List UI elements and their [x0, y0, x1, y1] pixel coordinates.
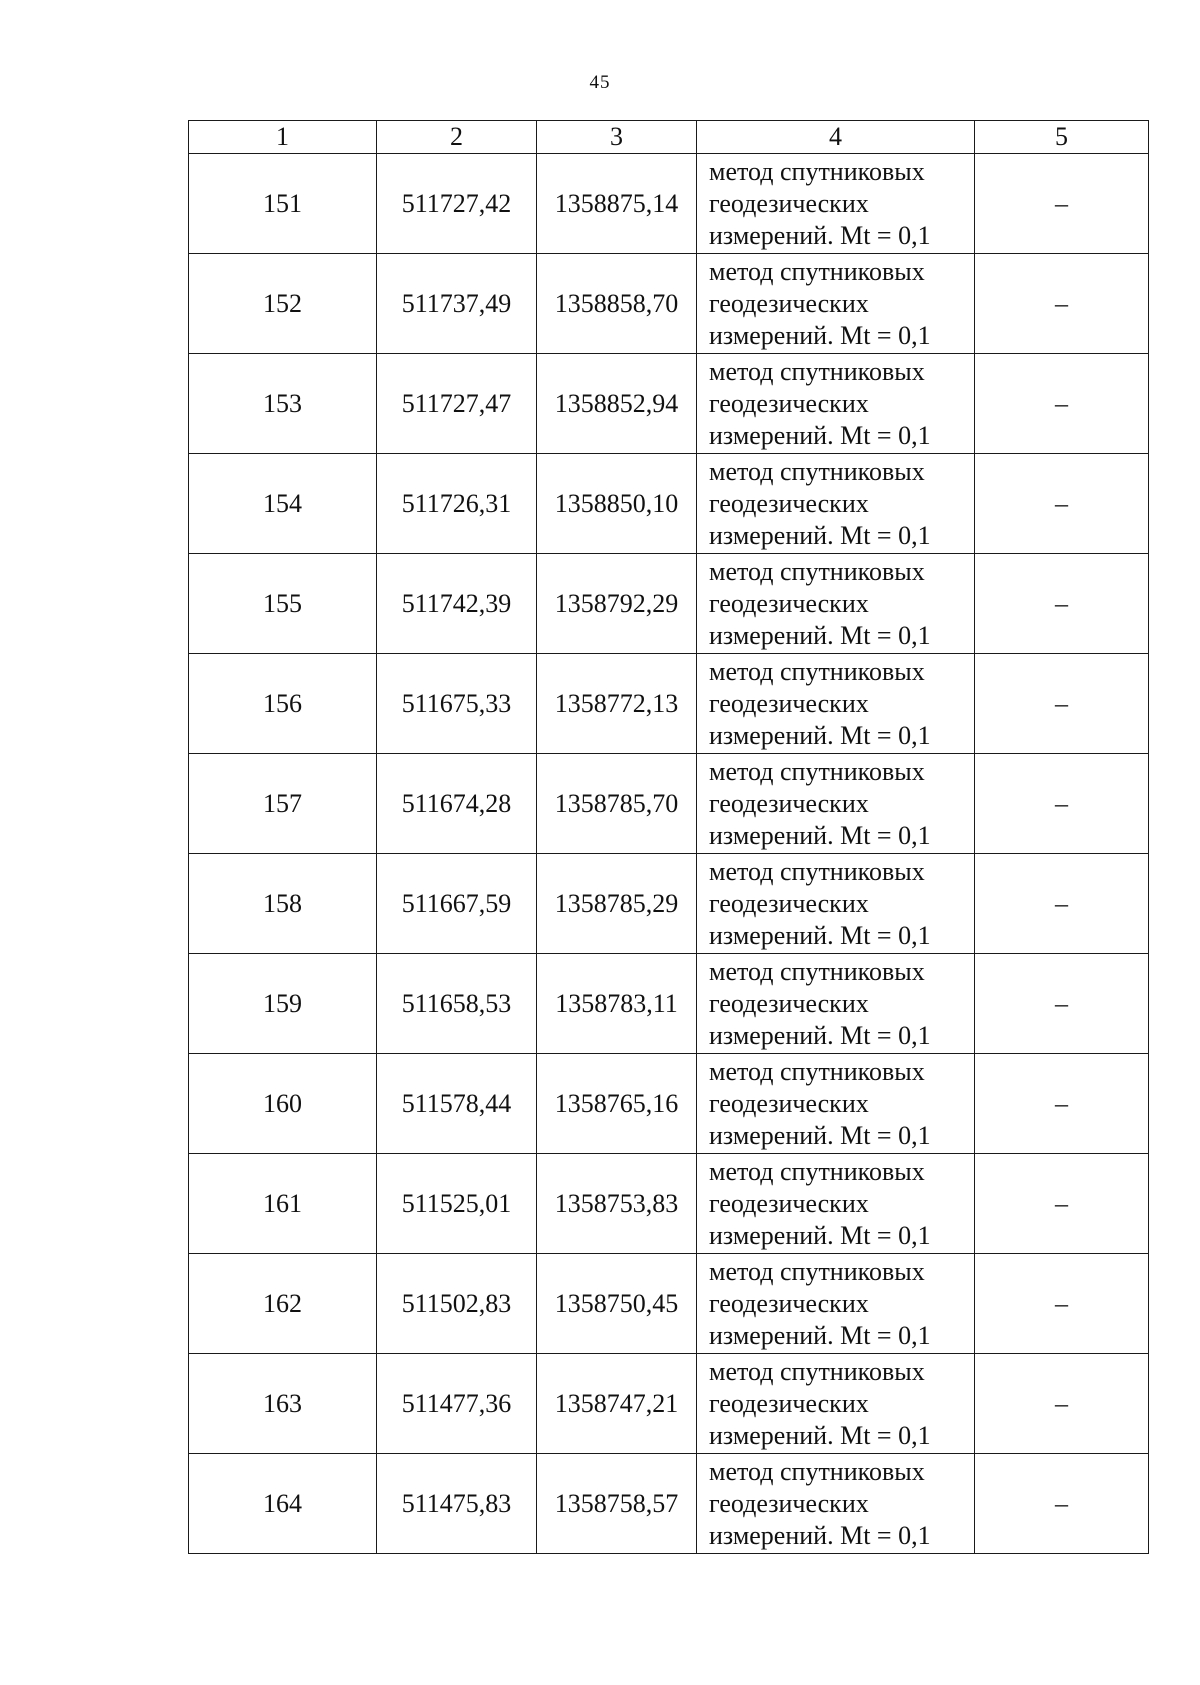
- point-number-cell: 160: [189, 1054, 377, 1154]
- table-row: [189, 154, 1149, 254]
- method-line: геодезических: [709, 188, 869, 218]
- point-number-cell: 155: [189, 554, 377, 654]
- method-cell: [697, 354, 975, 454]
- note-cell: –: [975, 1154, 1149, 1254]
- method-line: измерений. Mt = 0,1: [709, 1520, 931, 1550]
- point-number-cell: 152: [189, 254, 377, 354]
- method-line: измерений. Mt = 0,1: [709, 820, 931, 850]
- point-number-cell: 163: [189, 1354, 377, 1454]
- point-number-cell: 164: [189, 1454, 377, 1554]
- x-coordinate-cell: 511737,49: [377, 254, 537, 354]
- method-line: геодезических: [709, 588, 869, 618]
- method-line: метод спутниковых: [709, 556, 925, 586]
- note-cell: –: [975, 654, 1149, 754]
- method-line: измерений. Mt = 0,1: [709, 320, 931, 350]
- method-line: измерений. Mt = 0,1: [709, 920, 931, 950]
- method-line: геодезических: [709, 288, 869, 318]
- method-line: измерений. Mt = 0,1: [709, 1020, 931, 1050]
- note-cell: –: [975, 754, 1149, 854]
- point-number-cell: 154: [189, 454, 377, 554]
- y-coordinate-cell: 1358772,13: [537, 654, 697, 754]
- method-line: геодезических: [709, 988, 869, 1018]
- method-line: метод спутниковых: [709, 1456, 925, 1486]
- method-line: измерений. Mt = 0,1: [709, 520, 931, 550]
- method-cell: [697, 454, 975, 554]
- method-line: метод спутниковых: [709, 156, 925, 186]
- y-coordinate-cell: 1358858,70: [537, 254, 697, 354]
- point-number-cell: 161: [189, 1154, 377, 1254]
- coordinates-table: [188, 120, 1149, 1554]
- point-number-cell: 157: [189, 754, 377, 854]
- note-cell: –: [975, 454, 1149, 554]
- method-line: измерений. Mt = 0,1: [709, 1220, 931, 1250]
- method-line: метод спутниковых: [709, 1356, 925, 1386]
- note-cell: –: [975, 254, 1149, 354]
- y-coordinate-cell: 1358758,57: [537, 1454, 697, 1554]
- table-row: [189, 254, 1149, 354]
- method-line: измерений. Mt = 0,1: [709, 1420, 931, 1450]
- x-coordinate-cell: 511502,83: [377, 1254, 537, 1354]
- y-coordinate-cell: 1358747,21: [537, 1354, 697, 1454]
- method-line: геодезических: [709, 388, 869, 418]
- x-coordinate-cell: 511667,59: [377, 854, 537, 954]
- x-coordinate-cell: 511726,31: [377, 454, 537, 554]
- note-cell: –: [975, 554, 1149, 654]
- table-row: [189, 954, 1149, 1054]
- method-line: измерений. Mt = 0,1: [709, 620, 931, 650]
- note-cell: –: [975, 954, 1149, 1054]
- method-line: измерений. Mt = 0,1: [709, 420, 931, 450]
- column-header: 1: [189, 121, 377, 154]
- method-line: метод спутниковых: [709, 756, 925, 786]
- method-line: геодезических: [709, 1188, 869, 1218]
- column-header: 3: [537, 121, 697, 154]
- method-cell: [697, 854, 975, 954]
- method-cell: [697, 254, 975, 354]
- method-cell: [697, 1054, 975, 1154]
- page-number: 45: [589, 72, 611, 93]
- y-coordinate-cell: 1358850,10: [537, 454, 697, 554]
- y-coordinate-cell: 1358753,83: [537, 1154, 697, 1254]
- note-cell: –: [975, 154, 1149, 254]
- table-body: [189, 154, 1149, 1554]
- table-row: [189, 1254, 1149, 1354]
- table-row: [189, 854, 1149, 954]
- table-header: [189, 121, 1149, 154]
- method-line: метод спутниковых: [709, 956, 925, 986]
- method-cell: [697, 654, 975, 754]
- table-row: [189, 1054, 1149, 1154]
- note-cell: –: [975, 1354, 1149, 1454]
- x-coordinate-cell: 511477,36: [377, 1354, 537, 1454]
- table-row: [189, 654, 1149, 754]
- x-coordinate-cell: 511674,28: [377, 754, 537, 854]
- method-cell: [697, 1154, 975, 1254]
- method-cell: [697, 1254, 975, 1354]
- y-coordinate-cell: 1358792,29: [537, 554, 697, 654]
- note-cell: –: [975, 354, 1149, 454]
- x-coordinate-cell: 511742,39: [377, 554, 537, 654]
- note-cell: –: [975, 1454, 1149, 1554]
- method-cell: [697, 154, 975, 254]
- x-coordinate-cell: 511675,33: [377, 654, 537, 754]
- method-line: геодезических: [709, 788, 869, 818]
- point-number-cell: 159: [189, 954, 377, 1054]
- note-cell: –: [975, 854, 1149, 954]
- point-number-cell: 158: [189, 854, 377, 954]
- column-header: 4: [697, 121, 975, 154]
- method-line: геодезических: [709, 1288, 869, 1318]
- method-cell: [697, 1354, 975, 1454]
- y-coordinate-cell: 1358785,70: [537, 754, 697, 854]
- x-coordinate-cell: 511658,53: [377, 954, 537, 1054]
- table-row: [189, 454, 1149, 554]
- table-row: [189, 754, 1149, 854]
- method-line: геодезических: [709, 1088, 869, 1118]
- y-coordinate-cell: 1358785,29: [537, 854, 697, 954]
- header-row: [189, 121, 1149, 154]
- coordinates-table-container: [188, 120, 1148, 1554]
- y-coordinate-cell: 1358852,94: [537, 354, 697, 454]
- method-cell: [697, 554, 975, 654]
- method-line: измерений. Mt = 0,1: [709, 220, 931, 250]
- y-coordinate-cell: 1358765,16: [537, 1054, 697, 1154]
- method-line: метод спутниковых: [709, 856, 925, 886]
- y-coordinate-cell: 1358783,11: [537, 954, 697, 1054]
- method-cell: [697, 754, 975, 854]
- note-cell: –: [975, 1254, 1149, 1354]
- table-row: [189, 1154, 1149, 1254]
- y-coordinate-cell: 1358875,14: [537, 154, 697, 254]
- column-header: 5: [975, 121, 1149, 154]
- point-number-cell: 153: [189, 354, 377, 454]
- method-line: метод спутниковых: [709, 1056, 925, 1086]
- method-line: измерений. Mt = 0,1: [709, 1320, 931, 1350]
- method-line: метод спутниковых: [709, 656, 925, 686]
- method-cell: [697, 1454, 975, 1554]
- table-row: [189, 554, 1149, 654]
- method-line: метод спутниковых: [709, 1156, 925, 1186]
- method-line: измерений. Mt = 0,1: [709, 720, 931, 750]
- method-line: геодезических: [709, 1388, 869, 1418]
- point-number-cell: 162: [189, 1254, 377, 1354]
- x-coordinate-cell: 511727,47: [377, 354, 537, 454]
- point-number-cell: 156: [189, 654, 377, 754]
- method-line: геодезических: [709, 1488, 869, 1518]
- table-row: [189, 354, 1149, 454]
- y-coordinate-cell: 1358750,45: [537, 1254, 697, 1354]
- point-number-cell: 151: [189, 154, 377, 254]
- method-line: метод спутниковых: [709, 256, 925, 286]
- note-cell: –: [975, 1054, 1149, 1154]
- method-line: метод спутниковых: [709, 456, 925, 486]
- table-row: [189, 1454, 1149, 1554]
- method-line: метод спутниковых: [709, 356, 925, 386]
- method-line: геодезических: [709, 488, 869, 518]
- method-line: измерений. Mt = 0,1: [709, 1120, 931, 1150]
- x-coordinate-cell: 511475,83: [377, 1454, 537, 1554]
- column-header: 2: [377, 121, 537, 154]
- method-line: геодезических: [709, 688, 869, 718]
- method-cell: [697, 954, 975, 1054]
- method-line: метод спутниковых: [709, 1256, 925, 1286]
- method-line: геодезических: [709, 888, 869, 918]
- x-coordinate-cell: 511727,42: [377, 154, 537, 254]
- table-row: [189, 1354, 1149, 1454]
- x-coordinate-cell: 511578,44: [377, 1054, 537, 1154]
- x-coordinate-cell: 511525,01: [377, 1154, 537, 1254]
